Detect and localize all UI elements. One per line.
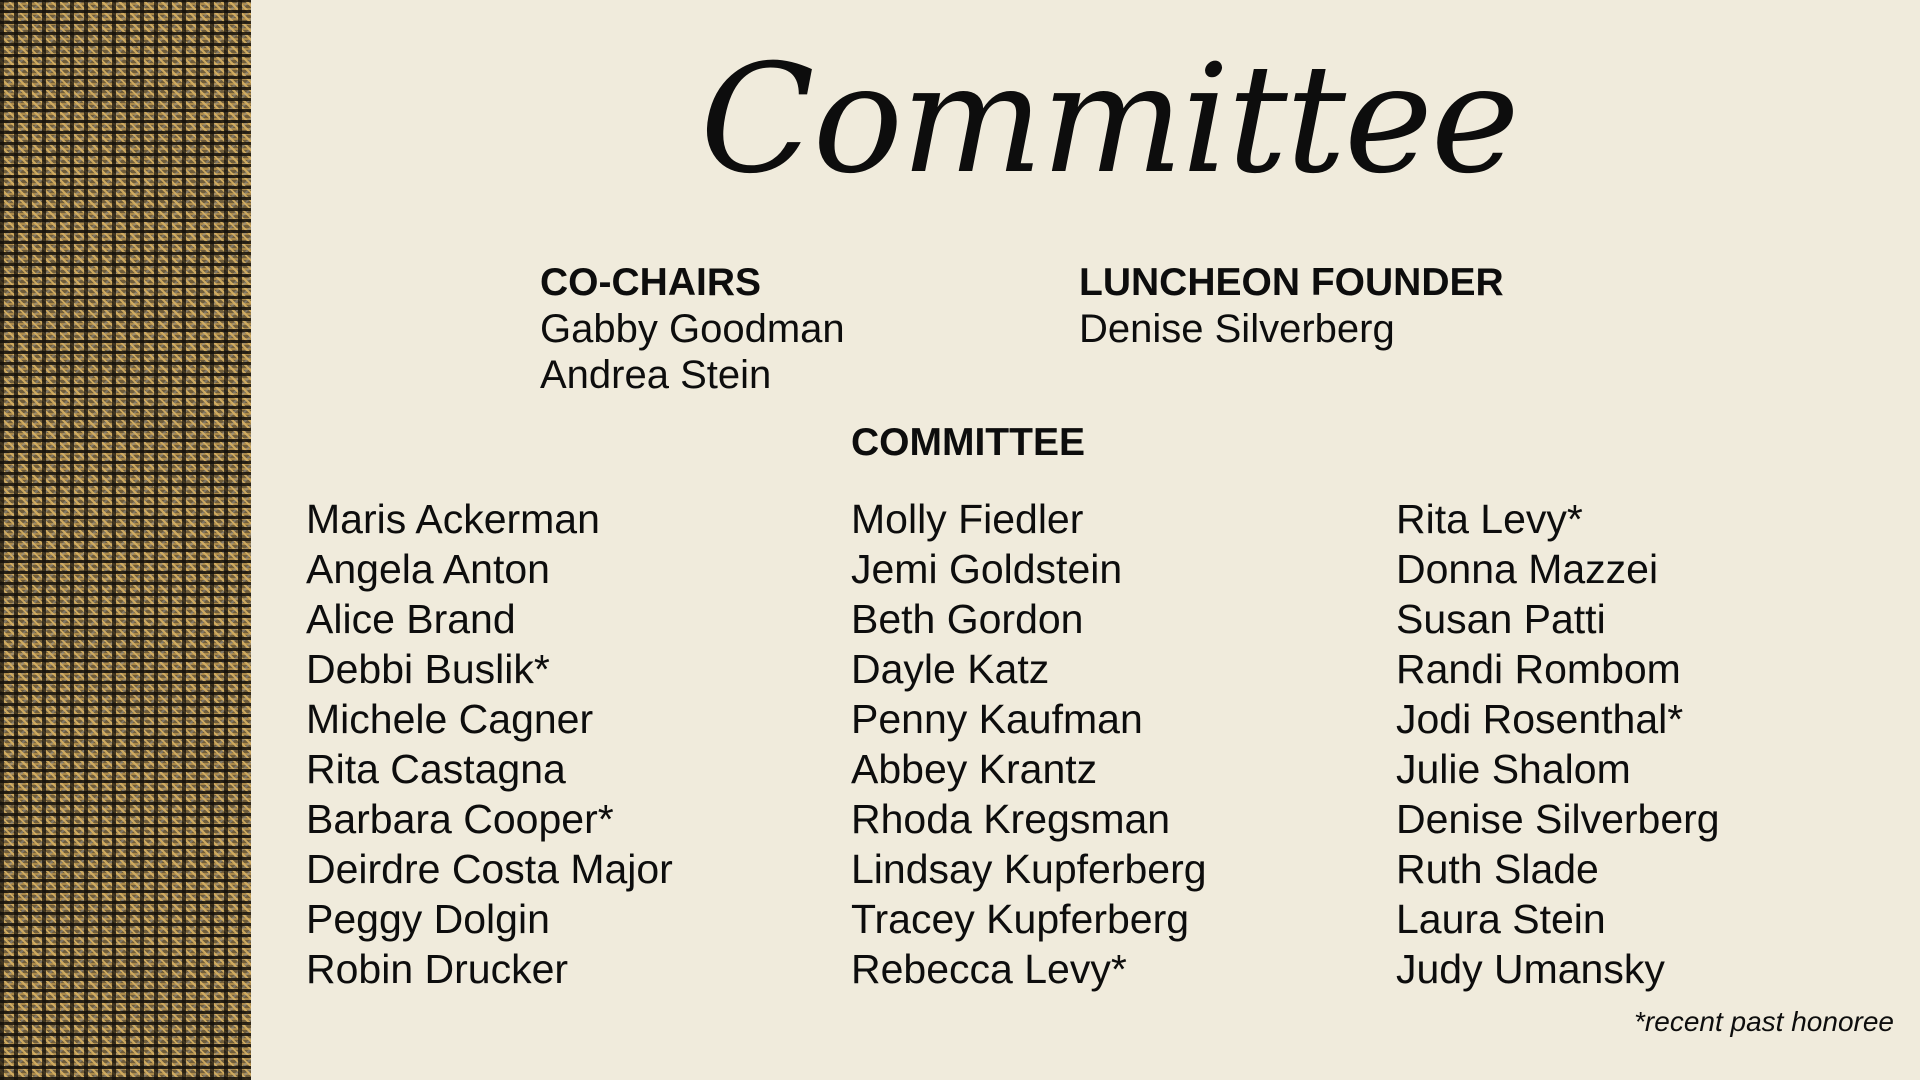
committee-member: Susan Patti (1396, 596, 1606, 642)
committee-member: Maris Ackerman (306, 496, 600, 542)
committee-heading: COMMITTEE (851, 421, 1085, 464)
committee-member: Barbara Cooper* (306, 796, 614, 842)
co-chairs-section (540, 260, 845, 398)
committee-member: Denise Silverberg (1396, 796, 1720, 842)
committee-member: Peggy Dolgin (306, 896, 550, 942)
committee-member: Julie Shalom (1396, 746, 1631, 792)
committee-member: Randi Rombom (1396, 646, 1681, 692)
committee-member: Rita Castagna (306, 746, 566, 792)
page-title: Committee (700, 33, 1518, 207)
committee-member: Judy Umansky (1396, 946, 1665, 992)
committee-column-3 (1396, 494, 1720, 994)
committee-member: Robin Drucker (306, 946, 569, 992)
tweed-texture-panel (0, 0, 251, 1080)
honoree-footnote: *recent past honoree (1634, 1006, 1894, 1037)
co-chair-name: Gabby Goodman (540, 307, 845, 351)
committee-member: Debbi Buslik* (306, 646, 550, 692)
luncheon-founder-name: Denise Silverberg (1079, 307, 1395, 351)
committee-member: Deirdre Costa Major (306, 846, 673, 892)
committee-column-1 (306, 494, 673, 994)
luncheon-founder-section (1079, 260, 1504, 352)
committee-member: Abbey Krantz (851, 746, 1098, 792)
committee-member: Jemi Goldstein (851, 546, 1123, 592)
co-chair-name: Andrea Stein (540, 353, 772, 397)
committee-member: Angela Anton (306, 546, 550, 592)
committee-member: Dayle Katz (851, 646, 1050, 692)
committee-member: Rita Levy* (1396, 496, 1583, 542)
committee-member: Jodi Rosenthal* (1396, 696, 1684, 742)
committee-member: Rhoda Kregsman (851, 796, 1171, 842)
luncheon-founder-heading: LUNCHEON FOUNDER (1079, 261, 1504, 304)
committee-column-2 (851, 494, 1207, 994)
committee-member: Tracey Kupferberg (851, 896, 1190, 942)
committee-member: Michele Cagner (306, 696, 594, 742)
committee-member: Laura Stein (1396, 896, 1606, 942)
co-chairs-heading: CO-CHAIRS (540, 261, 761, 304)
committee-member: Penny Kaufman (851, 696, 1143, 742)
committee-member: Molly Fiedler (851, 496, 1084, 542)
committee-member: Rebecca Levy* (851, 946, 1127, 992)
committee-member: Beth Gordon (851, 596, 1084, 642)
committee-member: Ruth Slade (1396, 846, 1599, 892)
committee-member: Lindsay Kupferberg (851, 846, 1207, 892)
committee-member: Alice Brand (306, 596, 516, 642)
committee-member: Donna Mazzei (1396, 546, 1659, 592)
